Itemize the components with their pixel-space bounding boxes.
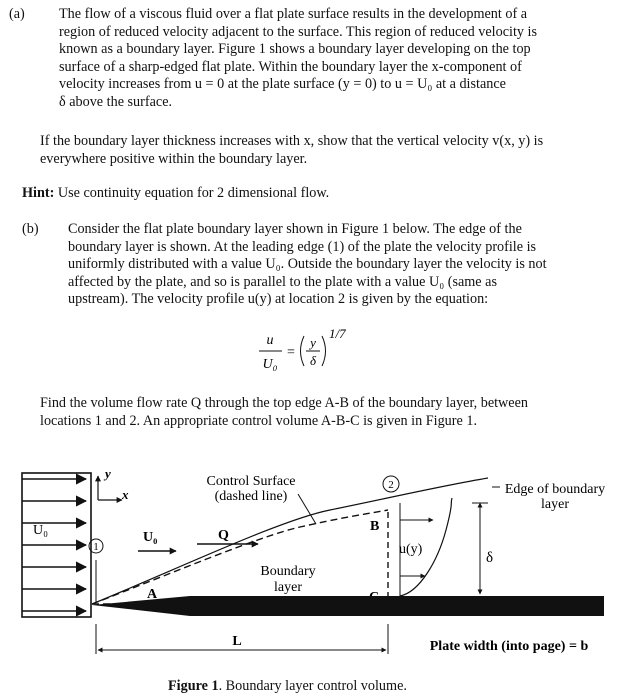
part-a-line: known as a boundary layer. Figure 1 shows a boundary layer developing on the top	[59, 41, 531, 58]
axis-y-label: y	[105, 466, 111, 481]
part-b-find-line: locations 1 and 2. An appropriate control volume A-B-C is given in Figure 1.	[40, 412, 477, 429]
control-surface-pointer	[298, 494, 316, 524]
length-label: L	[232, 634, 242, 649]
part-a-text	[59, 6, 537, 112]
point-b-label: B	[370, 519, 380, 534]
part-b-line: uniformly distributed with a value U₀. Outside the boundary layer the velocity is not	[68, 256, 547, 273]
eq-right-paren	[322, 336, 326, 366]
figure-caption	[168, 678, 407, 696]
uy-label: u(y)	[399, 542, 423, 557]
eq-rhs-numerator: y	[310, 335, 316, 350]
velocity-profile-equation	[255, 322, 365, 378]
station-2-label: 2	[388, 479, 394, 491]
axis-x-label: x	[122, 487, 129, 502]
control-surface-dashed-curve	[92, 510, 388, 604]
part-b-line: boundary layer is shown. At the leading edge (1) of the plate the velocity profile is	[68, 238, 537, 255]
part-a-question-line: everywhere positive within the boundary layer.	[40, 150, 308, 167]
plate-width-label: Plate width (into page) = b	[429, 639, 589, 654]
caption-text: . Boundary layer control volume.	[218, 678, 407, 694]
hint-text: Use continuity equation for 2 dimensional flow.	[54, 185, 330, 201]
eq-exponent: 1/7	[329, 326, 346, 341]
eq-equals: =	[287, 345, 295, 360]
eq-rhs-denominator: δ	[309, 353, 317, 368]
part-a-line: The flow of a viscous fluid over a flat plate surface results in the development of a	[59, 6, 528, 22]
part-a-question-line: If the boundary layer thickness increases with x, show that the vertical velocity v(x, y) is	[40, 133, 544, 149]
part-a-line: region of reduced velocity adjacent to the surface. This region of reduced velocity is	[59, 23, 537, 40]
hint	[22, 185, 329, 203]
outer-u0-label: U₀	[143, 530, 158, 545]
caption-bold: Figure 1	[168, 678, 219, 694]
control-surface-line2: (dashed line)	[214, 489, 288, 504]
part-b-find	[40, 395, 528, 430]
part-a-question	[40, 133, 543, 168]
part-b-line: Consider the flat plate boundary layer shown in Figure 1 below. The edge of the	[68, 221, 522, 237]
part-b-label: (b)	[22, 221, 39, 237]
eq-lhs-denominator: U₀	[262, 357, 278, 372]
inflow-u0-label: U₀	[33, 523, 48, 538]
flat-plate	[92, 596, 604, 616]
part-b-text	[68, 221, 547, 309]
part-a-line: velocity increases from u = 0 at the plate surface (y = 0) to u = U₀ at a distance	[59, 76, 506, 93]
part-b-line: affected by the plate, and so is parallel to the plate with a value U₀ (same as	[68, 273, 497, 290]
part-a-line: surface of a sharp-edged flat plate. Within the boundary layer the x-component of	[59, 58, 522, 75]
station-1-label: 1	[93, 541, 99, 553]
boundary-label-line1: Boundary	[260, 564, 316, 579]
part-b-line: upstream). The velocity profile u(y) at location 2 is given by the equation:	[68, 291, 489, 308]
control-surface-line1: Control Surface	[206, 474, 296, 489]
boundary-label-line2: layer	[274, 580, 302, 595]
hint-label: Hint:	[22, 185, 55, 201]
edge-label-line2: layer	[541, 497, 569, 512]
part-a-line: δ above the surface.	[59, 93, 173, 110]
part-b-find-line: Find the volume flow rate Q through the top edge A-B of the boundary layer, between	[40, 395, 528, 411]
figure-1-diagram	[0, 460, 619, 700]
eq-lhs-numerator: u	[266, 333, 274, 348]
edge-label-line1: Edge of boundary	[504, 482, 606, 497]
delta-label: δ	[486, 550, 494, 566]
q-label: Q	[218, 528, 229, 543]
part-a-label: (a)	[9, 6, 25, 22]
point-a-label: A	[147, 587, 158, 602]
eq-left-paren	[301, 336, 305, 366]
